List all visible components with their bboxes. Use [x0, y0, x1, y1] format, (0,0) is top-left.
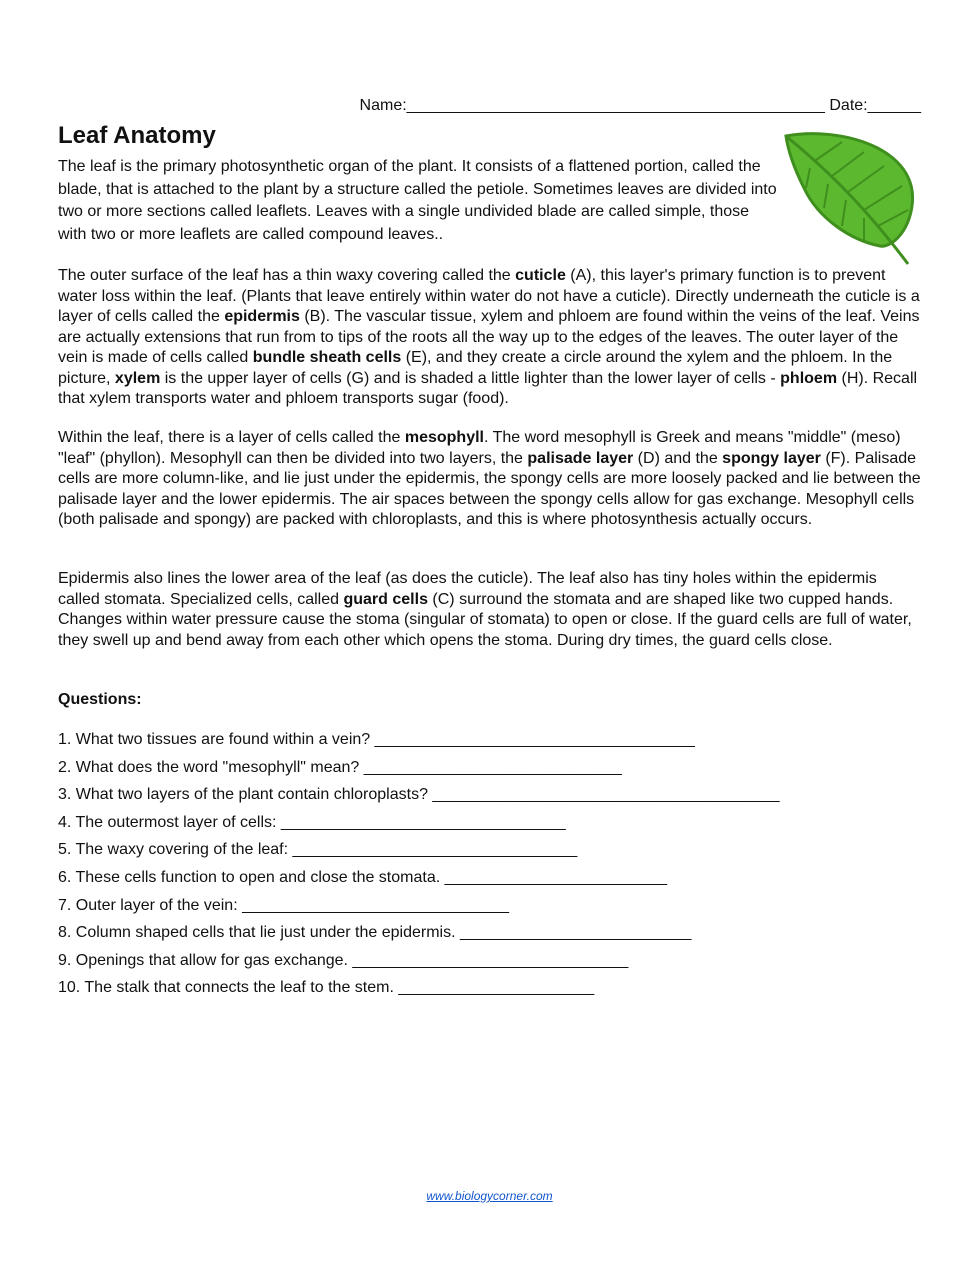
page-title: Leaf Anatomy	[58, 122, 216, 149]
term-guard-cells: guard cells	[343, 590, 428, 608]
term-palisade: palisade layer	[527, 449, 634, 467]
term-bundle-sheath: bundle sheath cells	[252, 349, 402, 366]
term-xylem: xylem	[114, 369, 161, 387]
question-item[interactable]: 10. The stalk that connects the leaf to the stem. ______________________	[58, 979, 595, 997]
question-item[interactable]: 3. What two layers of the plant contain chloroplasts? _______________________________________	[58, 786, 780, 804]
question-item[interactable]: 6. These cells function to open and close the stomata. _________________________	[58, 868, 668, 886]
term-epidermis: epidermis	[224, 308, 300, 325]
question-item[interactable]: 1. What two tissues are found within a vein? ____________________________________	[58, 731, 695, 748]
question-item[interactable]: 7. Outer layer of the vein: ______________________________	[58, 896, 510, 914]
term-phloem: phloem	[780, 369, 838, 387]
question-item[interactable]: 8. Column shaped cells that lie just under the epidermis. __________________________	[58, 924, 692, 942]
stomata-paragraph: Epidermis also lines the lower area of the leaf (as does the cuticle). The leaf also has tiny holes within the epidermis called stomata. Specialized cells, called guard cells (C) surround the stomata and are shaped like two cupped hands. Changes within water pressure cause the stoma (singular of stomata) to open or close. If the guard cells are full of water, they swell up and bend away from each other which opens the stoma. During dry times, the guard cells close.	[58, 570, 912, 649]
intro-paragraph: The leaf is the primary photosynthetic organ of the plant. It consists of a flattened portion, called the blade, that is attached to the plant by a structure called the petiole. Sometimes leaves are divided into two or more sections called leaflets. Leaves with a single undivided blade are called simple, those with two or more leaflets are called compound leaves..	[58, 158, 777, 244]
footer-link[interactable]: www.biologycorner.com	[426, 1189, 553, 1203]
question-item[interactable]: 4. The outermost layer of cells: ________________________________	[58, 813, 566, 831]
leaf-icon	[780, 128, 920, 268]
date-label: Date:	[829, 97, 868, 114]
question-item[interactable]: 2. What does the word "mesophyll" mean? _____________________________	[58, 758, 622, 776]
name-blank[interactable]: _______________________________________________	[406, 97, 825, 114]
term-mesophyll: mesophyll	[404, 429, 484, 446]
cuticle-paragraph: The outer surface of the leaf has a thin waxy covering called the cuticle (A), this layer's primary function is to prevent water loss within the leaf. (Plants that leave entirely within water do not have a cuticle). Directly underneath the cuticle is a layer of cells called the epidermis (B). The vascular tissue, xylem and phloem are found within the veins of the leaf. Veins are actually extensions that run from to tips of the roots all the way up to the edges of the leaves. The outer layer of the vein is made of cells called bundle sheath cells (E), and they create a circle around the xylem and the phloem. In the picture, xylem is the upper layer of cells (G) and is shaded a little lighter than the lower layer of cells - phloem (H). Recall that xylem transports water and phloem transports sugar (food).	[58, 267, 920, 407]
name-label: Name:	[359, 97, 407, 114]
date-blank[interactable]: ______	[867, 97, 921, 114]
question-item[interactable]: 9. Openings that allow for gas exchange. _______________________________	[58, 951, 629, 969]
term-spongy: spongy layer	[722, 449, 821, 467]
question-item[interactable]: 5. The waxy covering of the leaf: ________________________________	[58, 841, 578, 859]
questions-list	[58, 731, 922, 1007]
questions-heading: Questions:	[58, 691, 142, 708]
term-cuticle: cuticle	[515, 267, 566, 284]
mesophyll-paragraph: Within the leaf, there is a layer of cells called the mesophyll. The word mesophyll is Greek and means "middle" (meso) "leaf" (phyllon). Mesophyll can then be divided into two layers, the palisade layer (D) and the spongy layer (F). Palisade cells are more column-like, and lie just under the epidermis, the spongy cells are more loosely packed and lie between the palisade layer and the lower epidermis. The air spaces between the spongy cells allow for gas exchange. Mesophyll cells (both palisade and spongy) are packed with chloroplasts, and this is where photosynthesis actually occurs.	[58, 429, 921, 528]
name-date-line	[0, 97, 921, 115]
